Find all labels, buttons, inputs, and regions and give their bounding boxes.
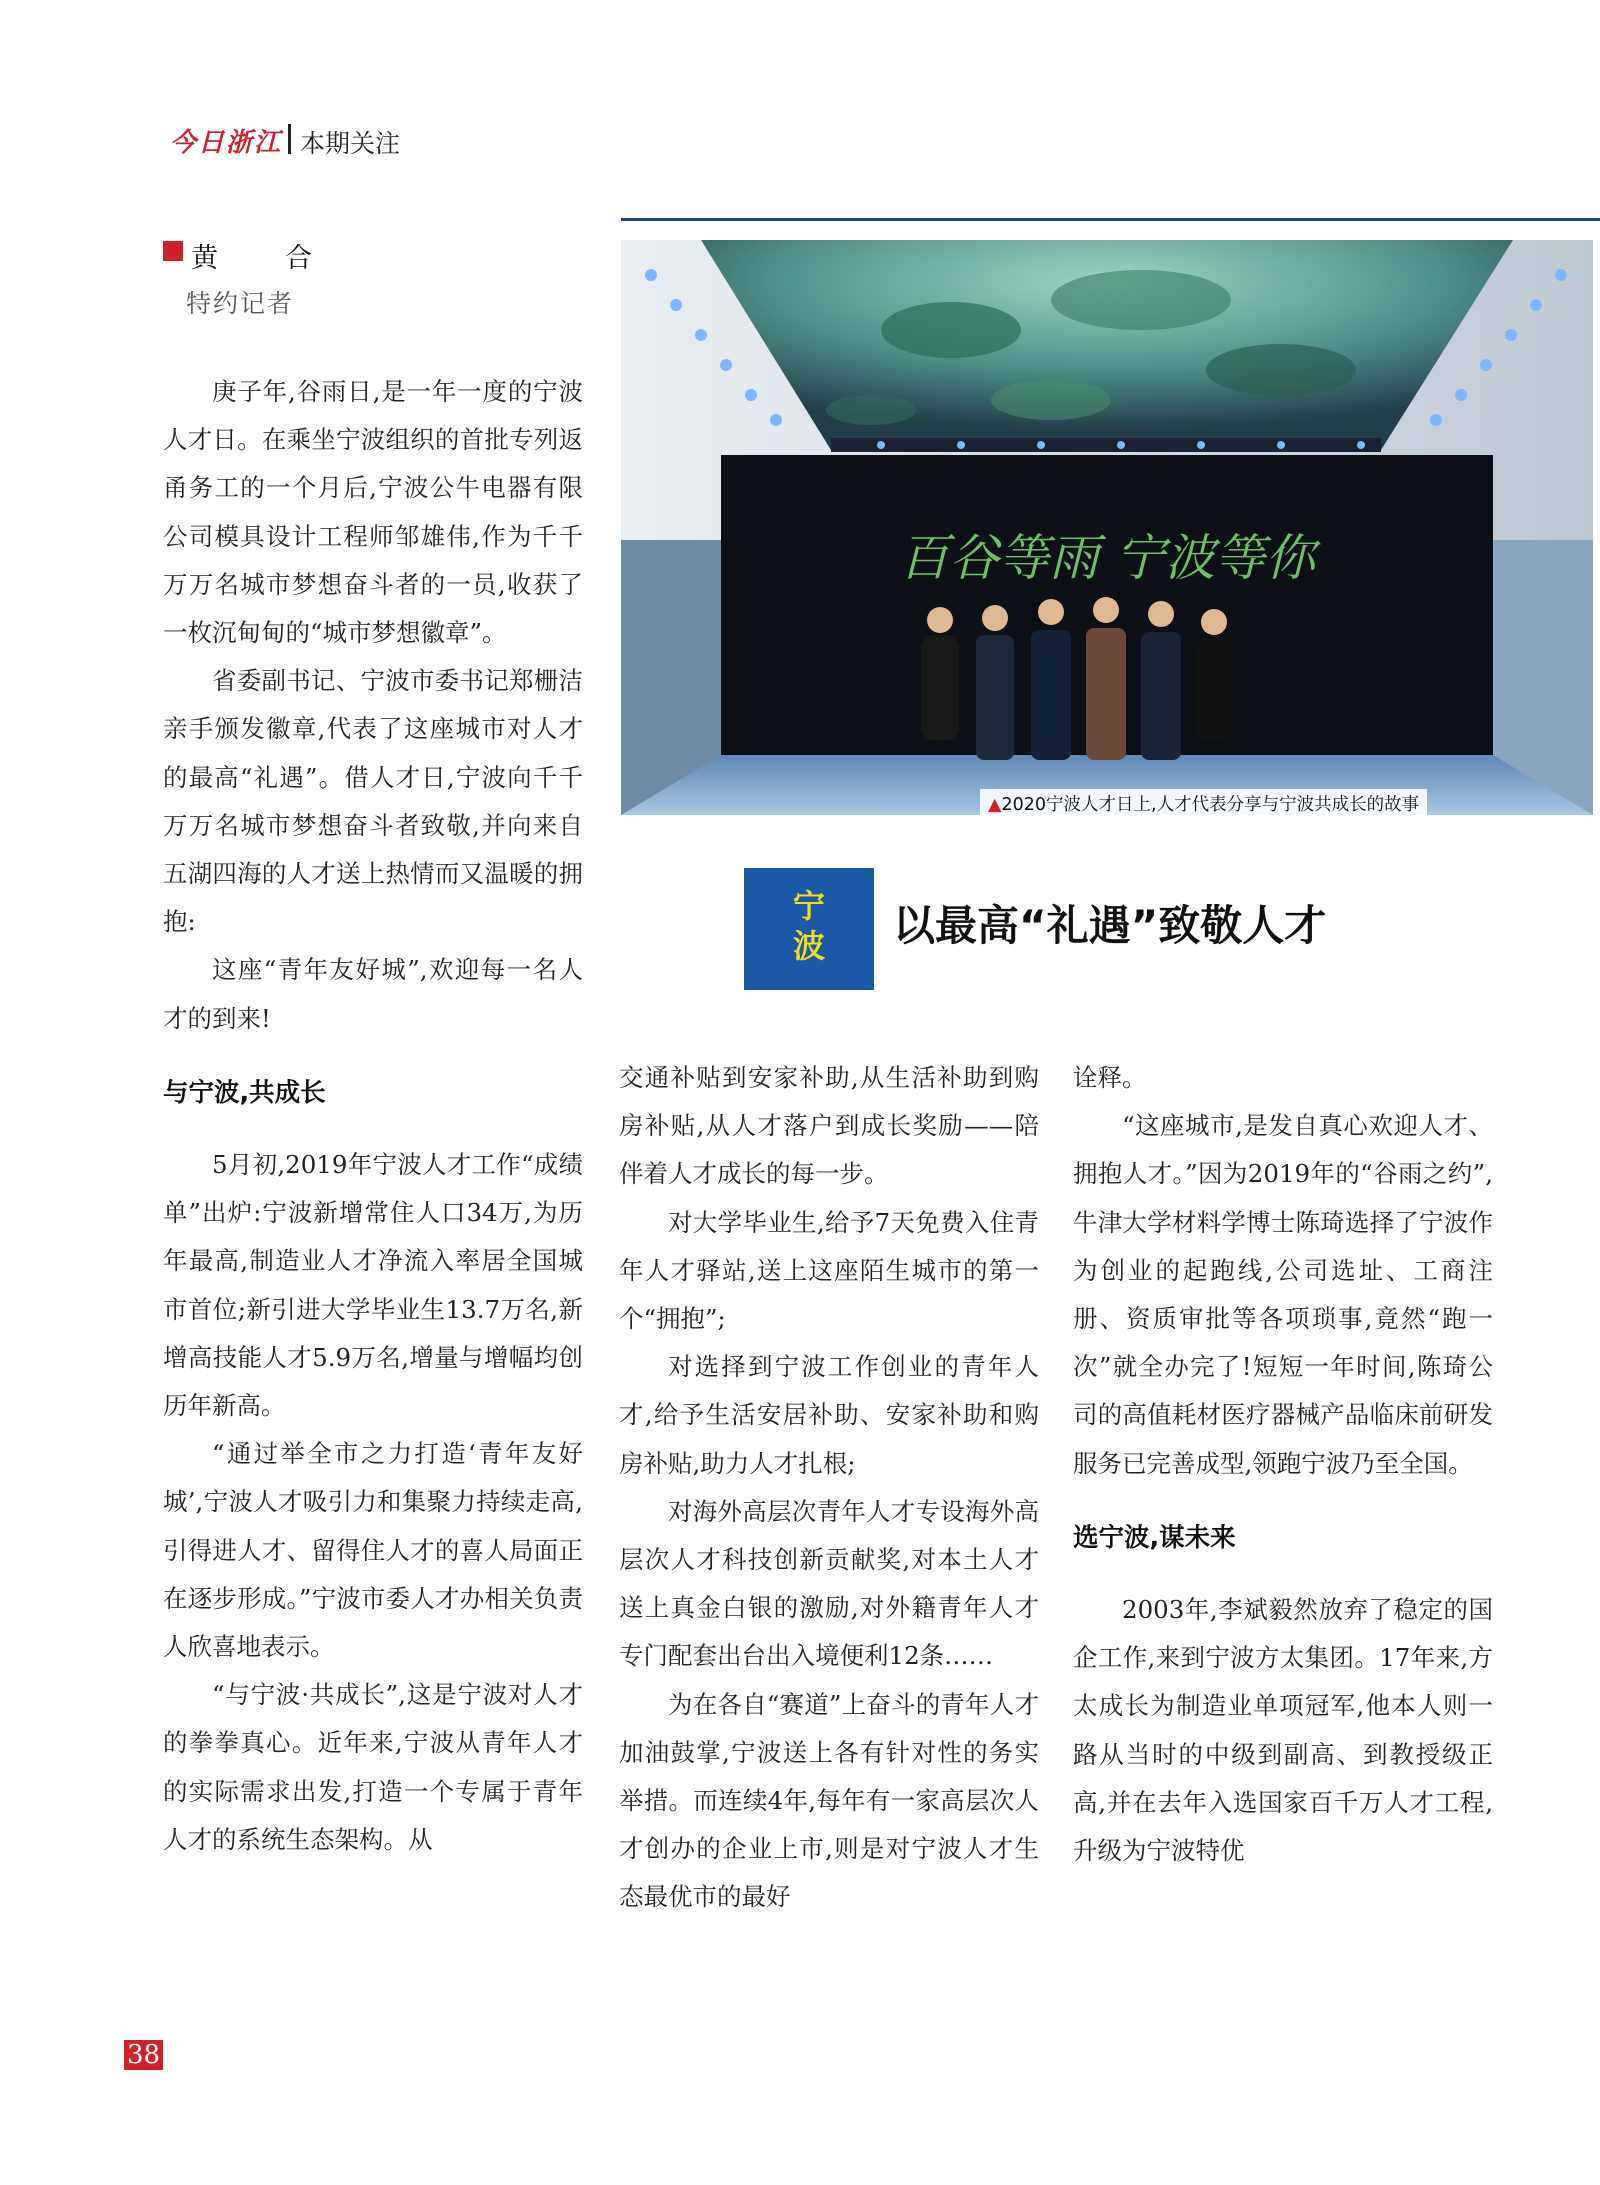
screen-text: 百谷等雨 宁波等你 bbox=[899, 529, 1315, 587]
paragraph: 对选择到宁波工作创业的青年人才,给予生活安居补助、安家补助和购房补贴,助力人才扎根; bbox=[619, 1352, 1039, 1478]
magazine-logo: 今日浙江 bbox=[170, 128, 283, 158]
paragraph: “与宁波·共成长”,这是宁波对人才的拳拳真心。近年来,宁波从青年人才的实际需求出发,打造一个专属于青年人才的系统生态架构。从 bbox=[163, 1680, 583, 1854]
paragraph: 交通补贴到安家补助,从生活补助到购房补贴,从人才落户到成长奖励——陪伴着人才成长的每一步。 bbox=[619, 1063, 1039, 1189]
article-headline: 以最高“礼遇”致敬人才 bbox=[893, 901, 1327, 950]
paragraph: “通过举全市之力打造‘青年友好城’,宁波人才吸引力和集聚力持续走高,引得进人才、留得住人才的喜人局面正在逐步形成。”宁波市委人才办相关负责人欣喜地表示。 bbox=[163, 1439, 583, 1662]
paragraph: 2003年,李斌毅然放弃了稳定的国企工作,来到宁波方太集团。17年来,方太成长为制造业单项冠军,他本人则一路从当时的中级到副高、到教授级正高,并在去年入选国家百千万人才工程,升级为宁波特优 bbox=[1073, 1595, 1493, 1866]
paragraph: 对大学毕业生,给予7天免费入住青年人才驿站,送上这座陌生城市的第一个“拥抱”; bbox=[619, 1207, 1039, 1334]
top-rule bbox=[621, 218, 1600, 221]
subheading: 与宁波,共成长 bbox=[163, 1077, 326, 1108]
article-column-3 bbox=[1073, 1054, 1493, 1875]
page-number: 38 bbox=[124, 2040, 163, 2070]
city-badge-line1: 宁 bbox=[792, 887, 825, 925]
paragraph: 为在各自“赛道”上奋斗的青年人才加油鼓掌,宁波送上各有针对性的务实举措。而连续4年,每年有一家高层次人才创办的企业上市,则是对宁波人才生态最优市的最好 bbox=[619, 1689, 1039, 1912]
photo-caption bbox=[980, 789, 1427, 818]
city-badge bbox=[744, 868, 874, 990]
paragraph: 对海外高层次青年人才专设海外高层次人才科技创新贡献奖,对本土人才送上真金白银的激励,对外籍青年人才专门配套出台出入境便利12条…… bbox=[619, 1496, 1039, 1671]
author-role: 特约记者 bbox=[186, 289, 295, 318]
event-photo bbox=[621, 240, 1593, 815]
paragraph: 5月初,2019年宁波人才工作“成绩单”出炉:宁波新增常住人口34万,为历年最高,制造业人才净流入率居全国城市首位;新引进大学毕业生13.7万名,新增高技能人才5.9万名,增量与增幅均创历年新高。 bbox=[163, 1150, 583, 1421]
city-badge-line2: 波 bbox=[792, 927, 825, 965]
caption-marker: ▲ bbox=[988, 795, 1002, 815]
paragraph: 诠释。 bbox=[1073, 1063, 1147, 1092]
caption-text: 2020宁波人才日上,人才代表分享与宁波共成长的故事 bbox=[1001, 795, 1420, 815]
paragraph: “这座城市,是发自真心欢迎人才、拥抱人才。”因为2019年的“谷雨之约”,牛津大学材料学博士陈琦选择了宁波作为创业的起跑线,公司选址、工商注册、资质审批等各项琐事,竟然“跑一次”就全办完了!短短一年时间,陈琦公司的高值耗材医疗器械产品临床前研发服务已完善成型,领跑宁波乃至全国。 bbox=[1073, 1111, 1493, 1478]
paragraph: 庚子年,谷雨日,是一年一度的宁波人才日。在乘坐宁波组织的首批专列返甬务工的一个月后,宁波公牛电器有限公司模具设计工程师邹雄伟,作为千千万万名城市梦想奋斗者的一员,收获了一枚沉甸甸的“城市梦想徽章”。 bbox=[163, 377, 583, 648]
header-separator bbox=[288, 124, 291, 154]
paragraph: 省委副书记、宁波市委书记郑栅洁亲手颁发徽章,代表了这座城市对人才的最高“礼遇”。借人才日,宁波向千千万万名城市梦想奋斗者致敬,并向来自五湖四海的人才送上热情而又温暖的拥抱: bbox=[163, 666, 583, 937]
paragraph: 这座“青年友好城”,欢迎每一名人才的到来! bbox=[163, 955, 583, 1033]
article-column-1 bbox=[163, 368, 583, 1864]
section-label: 本期关注 bbox=[300, 129, 401, 158]
article-column-2 bbox=[619, 1054, 1039, 1922]
author-name: 黄 合 bbox=[191, 243, 332, 274]
subheading: 选宁波,谋未来 bbox=[1073, 1522, 1236, 1553]
